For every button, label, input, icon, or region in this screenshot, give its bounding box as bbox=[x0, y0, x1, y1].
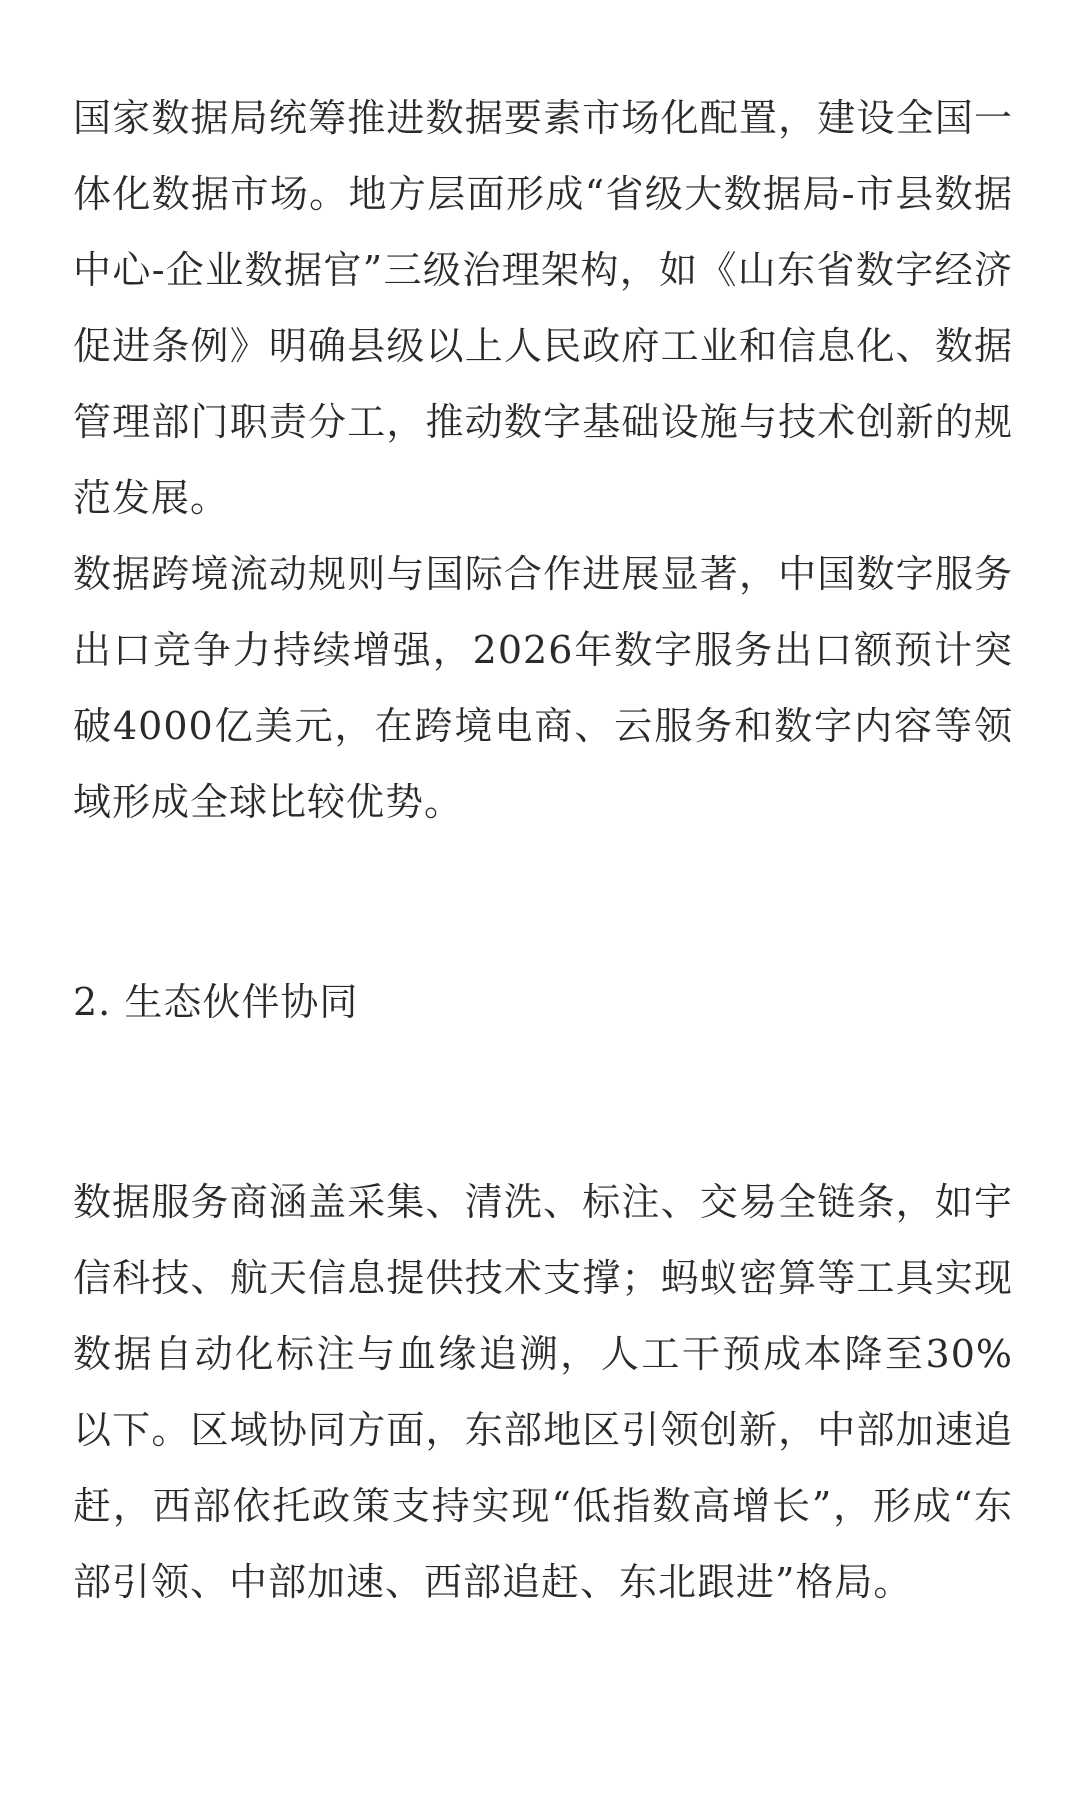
paragraph-ecosystem-partners: 数据服务商涵盖采集、清洗、标注、交易全链条，如宇信科技、航天信息提供技术支撑；蚂蚁密算等工具实现数据自动化标注与血缘追溯，人工干预成本降至30%以下。区域协同方面，东部地区引领创新，中部加速追赶，西部依托政策支持实现“低指数高增长”，形成“东部引领、中部加速、西部追赶、东北跟进”格局。 bbox=[73, 1180, 1013, 1604]
article-body bbox=[73, 0, 1013, 1620]
paragraph-cross-border-data: 数据跨境流动规则与国际合作进展显著，中国数字服务出口竞争力持续增强，2026年数字服务出口额预计突破4000亿美元，在跨境电商、云服务和数字内容等领域形成全球比较优势。 bbox=[73, 552, 1013, 824]
paragraph-data-governance: 国家数据局统筹推进数据要素市场化配置，建设全国一体化数据市场。地方层面形成“省级大数据局-市县数据中心-企业数据官”三级治理架构，如《山东省数字经济促进条例》明确县级以上人民政府工业和信息化、数据管理部门职责分工，推动数字基础设施与技术创新的规范发展。 bbox=[73, 96, 1013, 520]
section-heading: 2. 生态伙伴协同 bbox=[73, 980, 359, 1024]
